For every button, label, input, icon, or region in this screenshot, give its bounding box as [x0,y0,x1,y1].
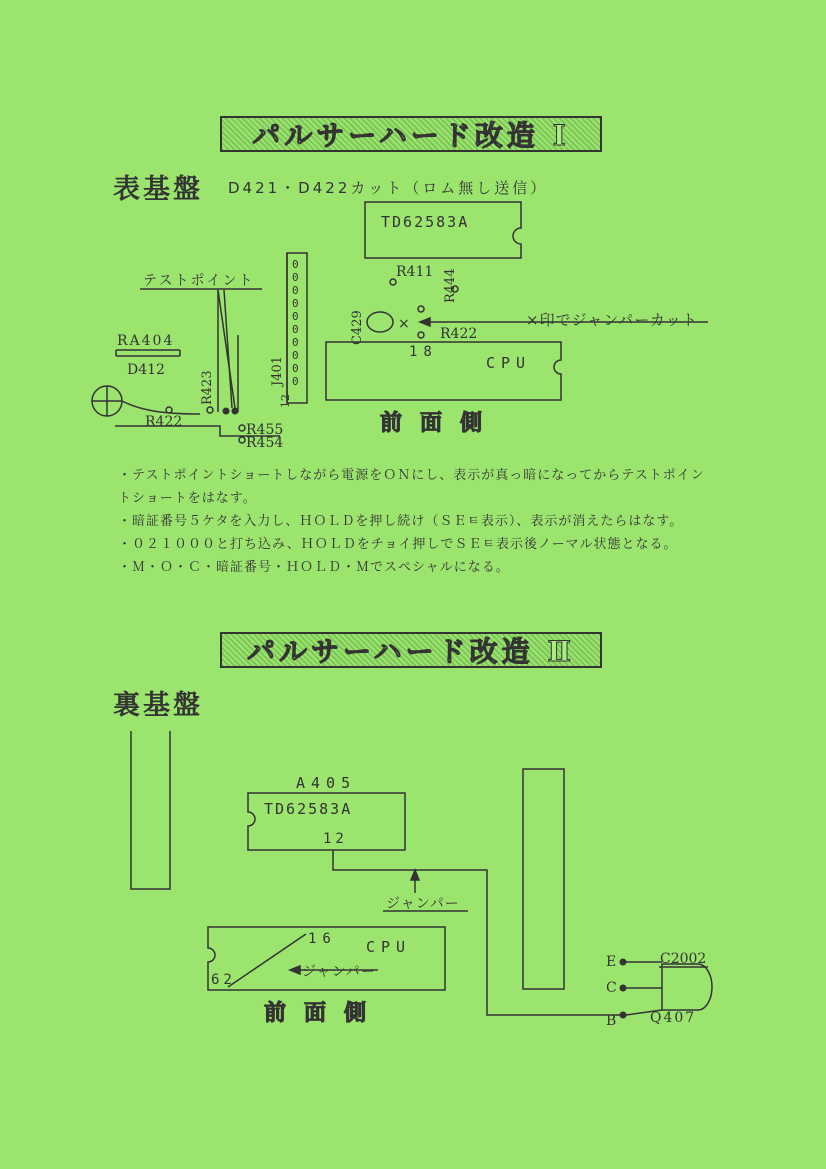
ra404-label: RA404 [117,333,175,349]
svg-text:0: 0 [292,336,299,349]
pin18-label: 18 [409,344,438,360]
svg-text:0: 0 [292,284,299,297]
instruction-item: ・暗証番号５ケタを入力し、ＨＯＬＤを押し続け（ＳＥㅌ表示）、表示が消えたらはなす。 [118,514,684,529]
cut-mark-icon: × [398,316,410,332]
svg-text:0: 0 [292,310,299,323]
r422-top-label: R422 [440,326,478,342]
front-side-label-2: 前面側 [264,1000,385,1026]
r444-label: R444 [443,268,458,303]
chip-label-1: TD62583A [381,213,470,231]
jumper-label-2: ジャンパー [302,964,376,980]
r454-label: R454 [246,435,284,451]
base-label: B [606,1013,617,1029]
instruction-item: ・テストポイントショートしながら電源をＯＮにし、表示が真っ暗になってからテストポイントショートをはなす。 [118,468,705,506]
svg-text:0: 0 [292,349,299,362]
c2002-label: C2002 [660,951,707,967]
test-point-label: テストポイント [143,273,255,289]
instruction-item: ・Ｍ・Ｏ・Ｃ・暗証番号・ＨＯＬＤ・Ｍでスペシャルになる。 [118,560,510,575]
pin16-label: 16 [308,931,337,947]
section2-title: パルサーハード改造 Ⅱ [247,635,575,668]
r455-label: R455 [246,422,284,438]
svg-text:0: 0 [292,297,299,310]
pin12-label: 12 [323,831,348,847]
section2-heading: 裏基盤 [113,690,203,721]
instruction-item: ・０２１０００と打ち込み、ＨＯＬＤをチョイ押しでＳＥㅌ表示後ノーマル状態となる。 [118,537,678,552]
j401-pin-label: 12 [279,394,292,408]
c429-label: C429 [350,310,365,345]
d412-label: D412 [127,362,165,378]
section1-heading: 表基盤 [113,174,203,205]
emitter-label: E [606,954,617,970]
chip-label-2: TD62583A [264,800,353,818]
section1-subheading: D421・D422カット（ロム無し送信） [228,179,549,197]
r411-label: R411 [396,264,434,280]
svg-text:0: 0 [292,258,299,271]
cpu-label-2: CPU [366,938,412,956]
collector-label: C [606,980,617,996]
svg-text:0: 0 [292,362,299,375]
jumper-label-1: ジャンパー [386,896,460,912]
j401-label: J401 [270,355,285,386]
svg-text:0: 0 [292,271,299,284]
r422-bottom-label: R422 [145,414,183,430]
pin62-label: 62 [211,972,236,988]
cpu-label-1: CPU [486,354,532,372]
a405-label: A405 [296,774,357,792]
section1-title: パルサーハード改造 Ⅰ [252,119,570,152]
r423-label: R423 [200,370,215,405]
front-side-label-1: 前面側 [380,410,501,436]
jumper-cut-label: ×印でジャンパーカット [526,311,698,329]
svg-text:0: 0 [292,375,299,388]
svg-text:0: 0 [292,323,299,336]
q407-label: Q407 [650,1010,697,1026]
